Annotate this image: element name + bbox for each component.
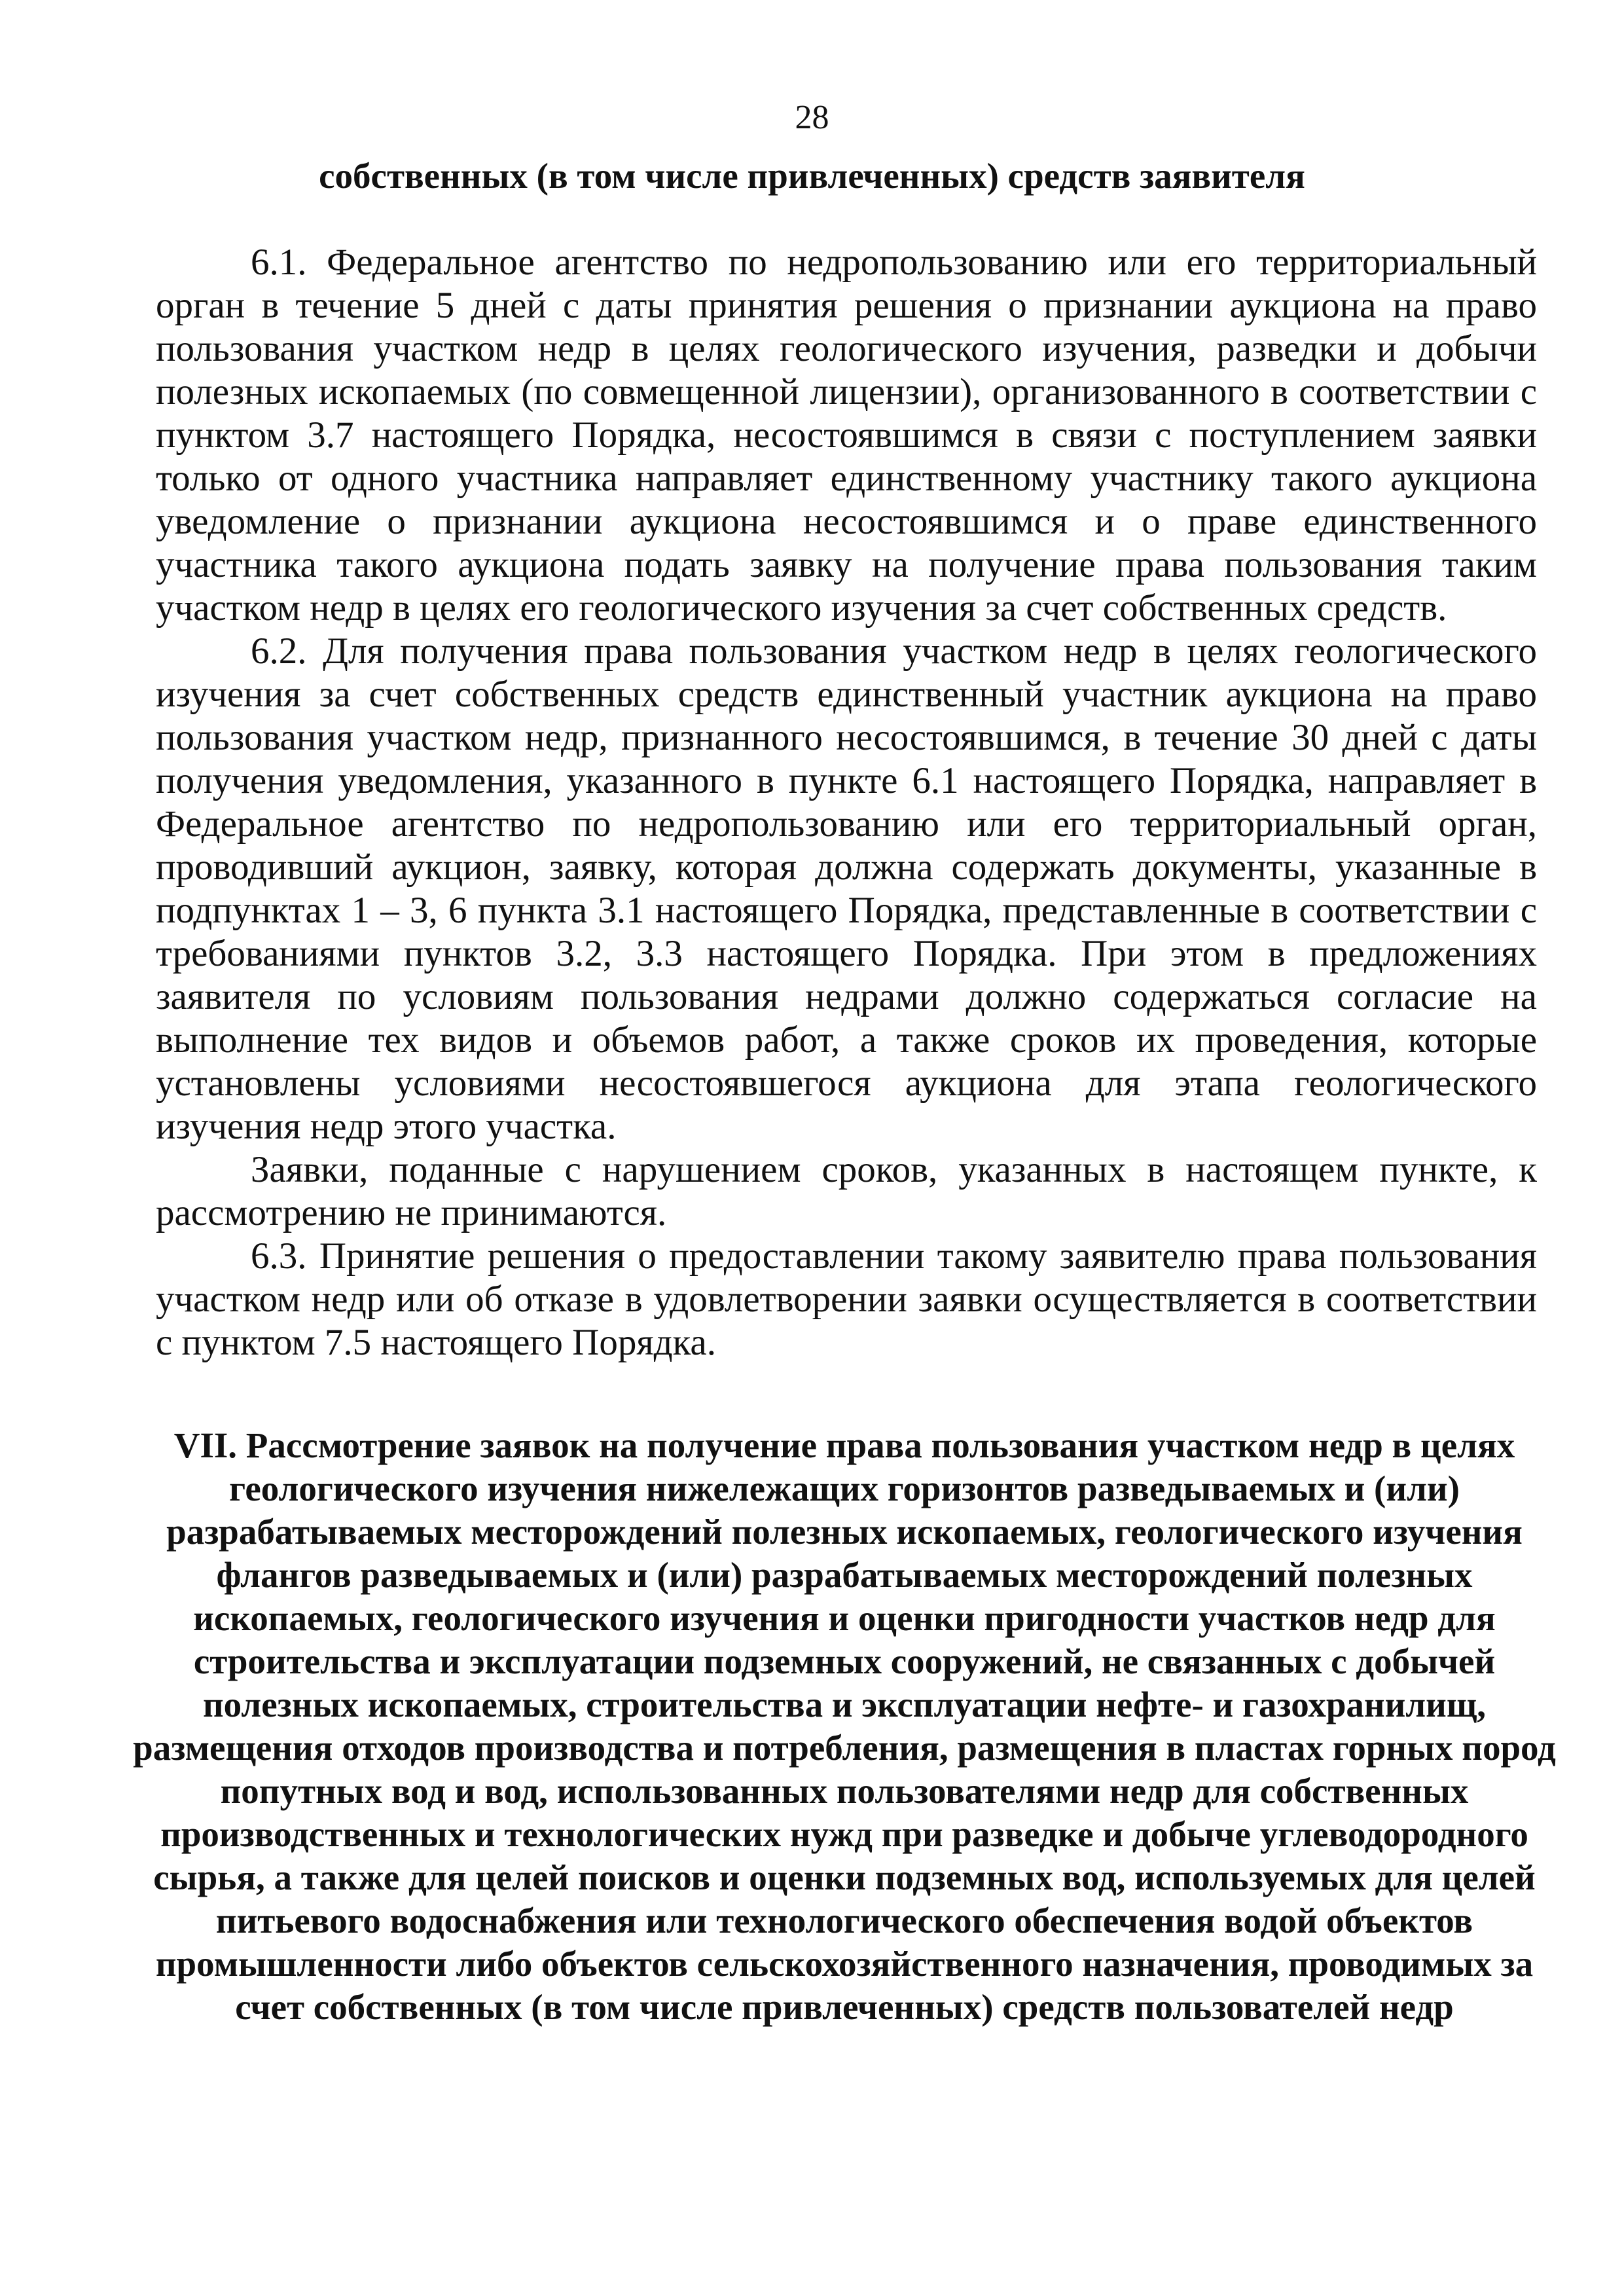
paragraph-6-2-note: Заявки, поданные с нарушением сроков, указанных в настоящем пункте, к рассмотрению не принимаются. [156, 1149, 1537, 1233]
paragraph-6-1: 6.1. Федеральное агентство по недропользованию или его территориальный орган в течение 5 дней с даты принятия решения о признании аукциона на право пользования участком недр в целях геологического изучения, разведки и добычи полезных ископаемых (по совмещенной лицензии), организованного в соответствии с пунктом 3.7 настоящего Порядка, несостоявшимся в связи с поступлением заявки только от одного участника направляет единственному участнику такого аукциона уведомление о признании аукциона несостоявшимся и о праве единственного участника такого аукциона подать заявку на получение права пользования таким участком недр в целях его геологического изучения за счет собственных средств. [156, 242, 1537, 629]
page-number: 28 [795, 99, 829, 136]
body-text [156, 241, 1537, 1364]
section-heading-continuation: собственных (в том числе привлеченных) средств заявителя [319, 156, 1305, 196]
paragraph-6-3: 6.3. Принятие решения о предоставлении такому заявителю права пользования участком недр или об отказе в удовлетворении заявки осуществляется в соответствии с пунктом 7.5 настоящего Порядка. [156, 1235, 1537, 1363]
section-vii-title: VII. Рассмотрение заявок на получение права пользования участком недр в целях геологического изучения нижележащих горизонтов разведываемых и (или) разрабатываемых месторождений полезных ископаемых, геологического изучения флангов разведываемых и (или) разрабатываемых месторождений полезных ископаемых, геологического изучения и оценки пригодности участков недр для строительства и эксплуатации подземных сооружений, не связанных с добычей полезных ископаемых, строительства и эксплуатации нефте- и газохранилищ, размещения отходов производства и потребления, размещения в пластах горных пород попутных вод и вод, использованных пользователями недр для собственных производственных и технологических нужд при разведке и добыче углеводородного сырья, а также для целей поисков и оценки подземных вод, используемых для целей питьевого водоснабжения или технологического обеспечения водой объектов промышленности либо объектов сельскохозяйственного назначения, проводимых за счет собственных (в том числе привлеченных) средств пользователей недр [133, 1425, 1556, 2027]
paragraph-6-2: 6.2. Для получения права пользования участком недр в целях геологического изучения за счет собственных средств единственный участник аукциона на право пользования участком недр, признанного несостоявшимся, в течение 30 дней с даты получения уведомления, указанного в пункте 6.1 настоящего Порядка, направляет в Федеральное агентство по недропользованию или его территориальный орган, проводивший аукцион, заявку, которая должна содержать документы, указанные в подпунктах 1 – 3, 6 пункта 3.1 настоящего Порядка, представленные в соответствии с требованиями пунктов 3.2, 3.3 настоящего Порядка. При этом в предложениях заявителя по условиям пользования недрами должно содержаться согласие на выполнение тех видов и объемов работ, а также сроков их проведения, которые установлены условиями несостоявшегося аукциона для этапа геологического изучения недр этого участка. [156, 630, 1537, 1147]
